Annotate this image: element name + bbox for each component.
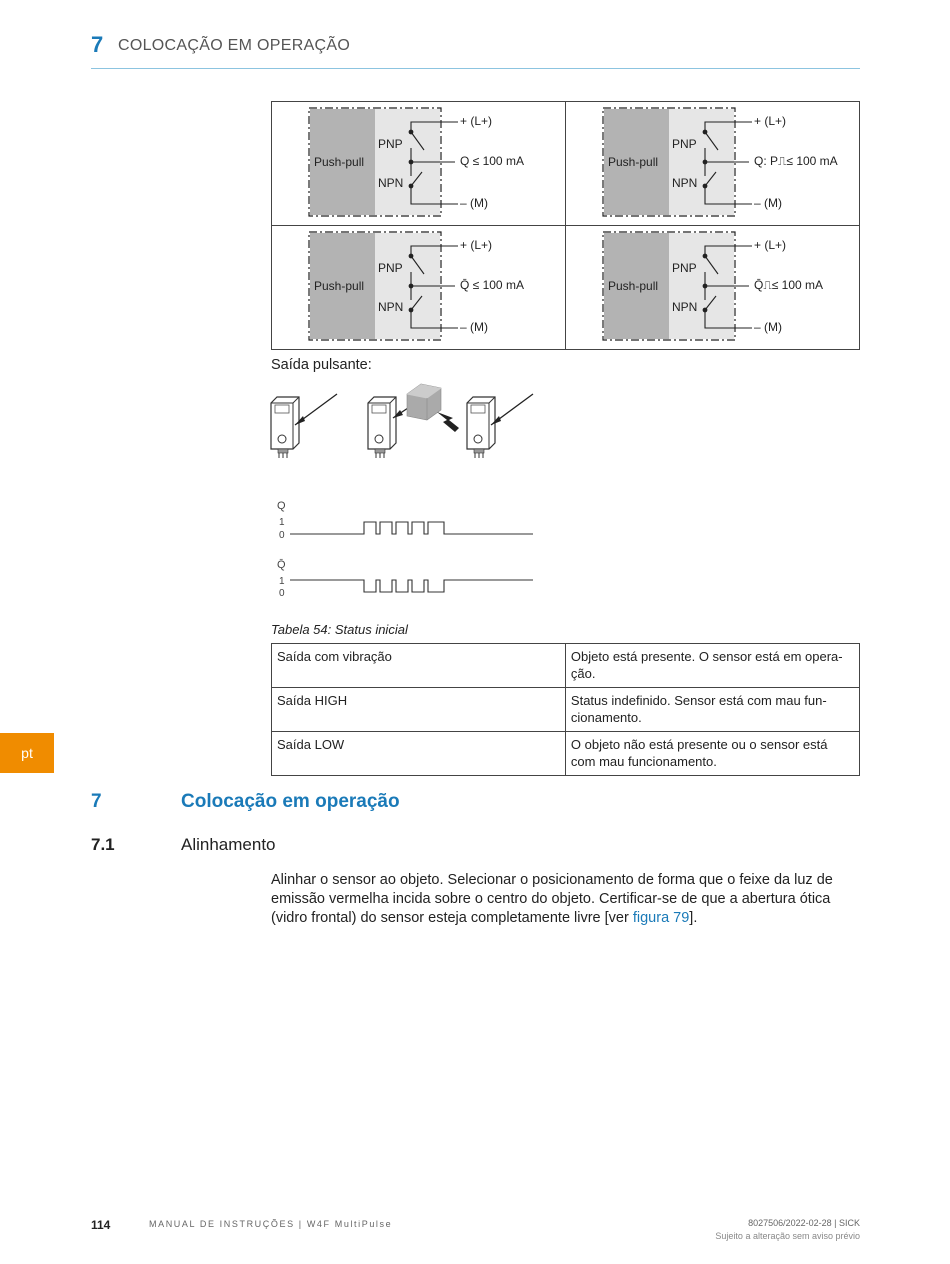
header-chapter-number: 7 [91, 32, 104, 57]
switch-node [409, 284, 414, 289]
npn-label: NPN [672, 300, 698, 314]
description-cell: O objeto não está presente ou o sensor está com mau funcionamento. [565, 732, 859, 776]
status-cell: Saída LOW [272, 732, 566, 776]
sensor-free-icon [467, 394, 533, 458]
body-text: Alinhar o sensor ao objeto. Selecionar o posicionamento de forma que o feixe da luz de emissão vermelha incida sobre o centro do objeto. Certificar-se de que a abertura ótica (vidro frontal) do sensor esteja completamente livre [ver [271, 872, 833, 926]
page-number: 114 [91, 1218, 111, 1232]
circuit-cell [272, 226, 566, 350]
circuit-diagram-table [271, 101, 860, 350]
subsection-title: Alinhamento [181, 835, 276, 854]
table-row [272, 688, 860, 732]
timing-q-one: 1 [279, 517, 285, 528]
timing-qbar-signal [290, 580, 533, 592]
language-tab[interactable]: pt [0, 733, 54, 773]
supply-label: + (L+) [754, 238, 787, 252]
pnp-label: PNP [378, 261, 403, 275]
circuit-cell [566, 102, 860, 226]
header-divider [91, 68, 860, 69]
switch-node [409, 254, 414, 259]
circuit-diagram [272, 226, 565, 348]
status-cell: Saída HIGH [272, 688, 566, 732]
circuit-diagram [566, 226, 859, 348]
header-chapter-title: COLOCAÇÃO EM OPERAÇÃO [118, 37, 351, 54]
status-cell: Saída com vibração [272, 644, 566, 688]
pulse-output-label: Saída pulsante: [271, 357, 372, 373]
circuit-diagram [566, 102, 859, 224]
pnp-label: PNP [378, 137, 403, 151]
timing-q-zero: 0 [279, 530, 285, 541]
supply-label: + (L+) [460, 238, 493, 252]
circuit-cell [566, 226, 860, 350]
pnp-label: PNP [672, 137, 697, 151]
timing-q-label: Q [277, 500, 286, 512]
subsection-number: 7.1 [91, 835, 115, 854]
switch-node [703, 284, 708, 289]
section-number: 7 [91, 791, 102, 812]
npn-label: NPN [672, 176, 698, 190]
timing-diagram [272, 497, 537, 602]
circuit-diagram [272, 102, 565, 224]
table-row [272, 732, 860, 776]
description-cell: Status indefinido. Sensor está com mau fun-cionamento. [565, 688, 859, 732]
timing-qbar-one: 1 [279, 576, 285, 587]
npn-label: NPN [378, 176, 404, 190]
figure-link[interactable]: figura 79 [632, 910, 690, 926]
switch-node [409, 184, 414, 189]
sensor-free-icon [271, 394, 337, 458]
switch-node [703, 130, 708, 135]
ground-label: – (M) [460, 196, 488, 210]
footer-note: Sujeito a alteração sem aviso prévio [715, 1231, 860, 1241]
output-label: Q̄⎍≤ 100 mA [754, 278, 824, 292]
pushpull-label: Push-pull [314, 279, 365, 293]
status-table [271, 643, 860, 776]
switch-node [409, 308, 414, 313]
sensor-illustration [265, 380, 545, 465]
supply-label: + (L+) [460, 114, 493, 128]
switch-node [703, 308, 708, 313]
switch-node [703, 254, 708, 259]
ground-label: – (M) [754, 320, 782, 334]
pushpull-label: Push-pull [314, 155, 365, 169]
pushpull-label: Push-pull [608, 155, 659, 169]
timing-q-signal [290, 522, 533, 534]
body-text-end: ]. [689, 910, 698, 926]
sensor-object-icon [368, 384, 459, 458]
output-label: Q ≤ 100 mA [460, 154, 524, 168]
switch-node [703, 160, 708, 165]
section-title: Colocação em operação [181, 791, 400, 812]
ground-label: – (M) [754, 196, 782, 210]
timing-qbar-label: Q̄ [277, 559, 286, 571]
supply-label: + (L+) [754, 114, 787, 128]
timing-qbar-zero: 0 [279, 588, 285, 599]
circuit-cell [272, 102, 566, 226]
pushpull-label: Push-pull [608, 279, 659, 293]
table-row [272, 644, 860, 688]
switch-node [409, 160, 414, 165]
description-cell: Objeto está presente. O sensor está em opera-ção. [565, 644, 859, 688]
switch-node [703, 184, 708, 189]
switch-node [409, 130, 414, 135]
output-label: Q̄ ≤ 100 mA [460, 278, 524, 292]
ground-label: – (M) [460, 320, 488, 334]
npn-label: NPN [378, 300, 404, 314]
output-label: Q: P⎍≤ 100 mA [754, 154, 838, 168]
table-caption: Tabela 54: Status inicial [271, 622, 408, 637]
body-paragraph [271, 871, 866, 928]
footer-document-title: MANUAL DE INSTRUÇÕES | W4F MultiPulse [149, 1219, 393, 1229]
footer-reference: 8027506/2022-02-28 | SICK [748, 1218, 860, 1228]
pnp-label: PNP [672, 261, 697, 275]
